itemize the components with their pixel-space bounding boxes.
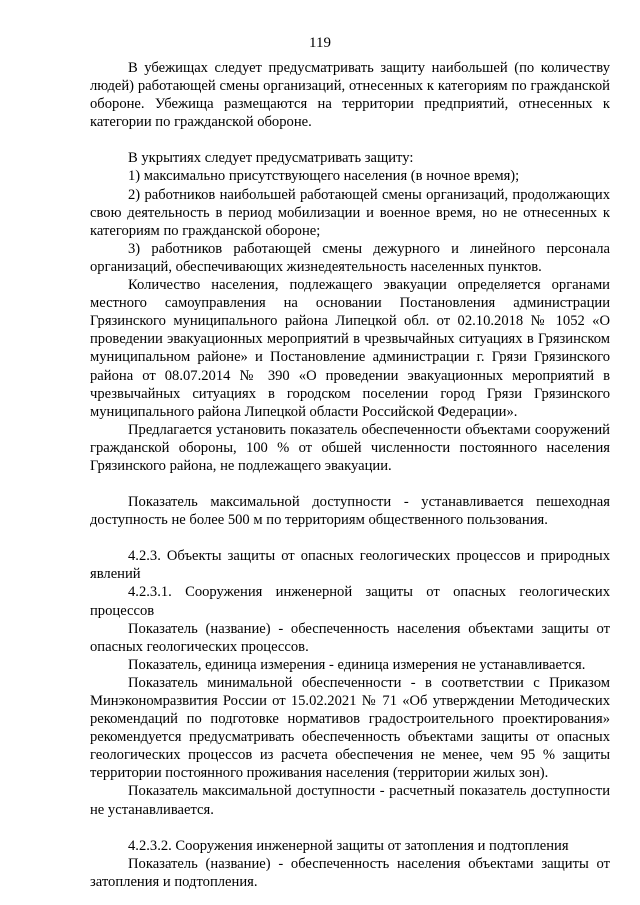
paragraph-flood-indicator-name: Показатель (название) - обеспеченность населения объектами защиты от затопления и подтопления. — [90, 855, 610, 890]
paragraph-min-provision: Показатель минимальной обеспеченности - в соответствии с Приказом Минэкономразвития России от 15.02.2021 № 71 «Об утверждении Методических рекомендаций по подготовке нормативов градостроительного проектирования» рекомендуется предусматривать обеспеченность объектами защиты от опасных геологических процессов из расчета обеспечения не менее, чем 95 % защиты территории постоянного проживания населения (территории жилых зон). — [90, 674, 610, 782]
document-body — [90, 59, 610, 891]
paragraph-covers-intro: В укрытиях следует предусматривать защиту: — [128, 150, 414, 167]
page-number: 119 — [309, 35, 331, 51]
paragraph-indicator-name: Показатель (название) - обеспеченность населения объектами защиты от опасных геологических процессов. — [90, 620, 610, 655]
spacer — [90, 819, 610, 837]
spacer — [90, 529, 610, 547]
spacer — [90, 131, 610, 149]
list-item-2: 2) работников наибольшей работающей смены организаций, продолжающих свою деятельность в период мобилизации и военное время, но не отнесенных к категориям по гражданской обороне; — [90, 186, 610, 239]
paragraph-provision: Предлагается установить показатель обеспеченности объектами сооружений гражданской обороны, 100 % от обшей численности постоянного населения Грязинского района, не подлежащего эвакуации. — [90, 421, 610, 474]
spacer — [90, 475, 610, 493]
list-item-3: 3) работников работающей смены дежурного и линейного персонала организаций, обеспечивающих жизнедеятельность населенных пунктов. — [90, 240, 610, 275]
list-item-1: 1) максимально присутствующего населения (в ночное время); — [128, 168, 520, 185]
paragraph-max-access: Показатель максимальной доступности - устанавливается пешеходная доступность не более 500 м по территориям общественного пользования. — [90, 494, 610, 529]
section-heading-4-2-3-1: 4.2.3.1. Сооружения инженерной защиты от опасных геологических процессов — [90, 584, 610, 619]
section-heading-4-2-3-2: 4.2.3.2. Сооружения инженерной защиты от затопления и подтопления — [128, 837, 569, 854]
section-heading-4-2-3: 4.2.3. Объекты защиты от опасных геологических процессов и природных явлений — [90, 548, 610, 583]
paragraph-indicator-unit: Показатель, единица измерения - единица измерения не устанавливается. — [128, 656, 586, 673]
paragraph-max-access-geo: Показатель максимальной доступности - расчетный показатель доступности не устанавливается. — [90, 783, 610, 818]
paragraph-evacuation: Количество населения, подлежащего эвакуации определяется органами местного самоуправления на основании Постановления администрации Грязинского муниципального района Липецкой обл. от 02.10.2018 № 1052 «О проведении эвакуационных мероприятий в чрезвычайных ситуациях в Грязинском муниципальном районе» и Постановление администрации г. Грязи Грязинского района от 08.07.2014 № 390 «О проведении эвакуационных мероприятий в чрезвычайных ситуациях в городском поселении город Грязи Грязинского муниципального района Липецкой области Российской Федерации». — [90, 277, 610, 420]
paragraph-shelters: В убежищах следует предусматривать защиту наибольшей (по количеству людей) работающей смены организаций, отнесенных к категориям по гражданской обороне. Убежища размещаются на территории предприятий, отнесенных к категории по гражданской обороне. — [90, 60, 610, 131]
